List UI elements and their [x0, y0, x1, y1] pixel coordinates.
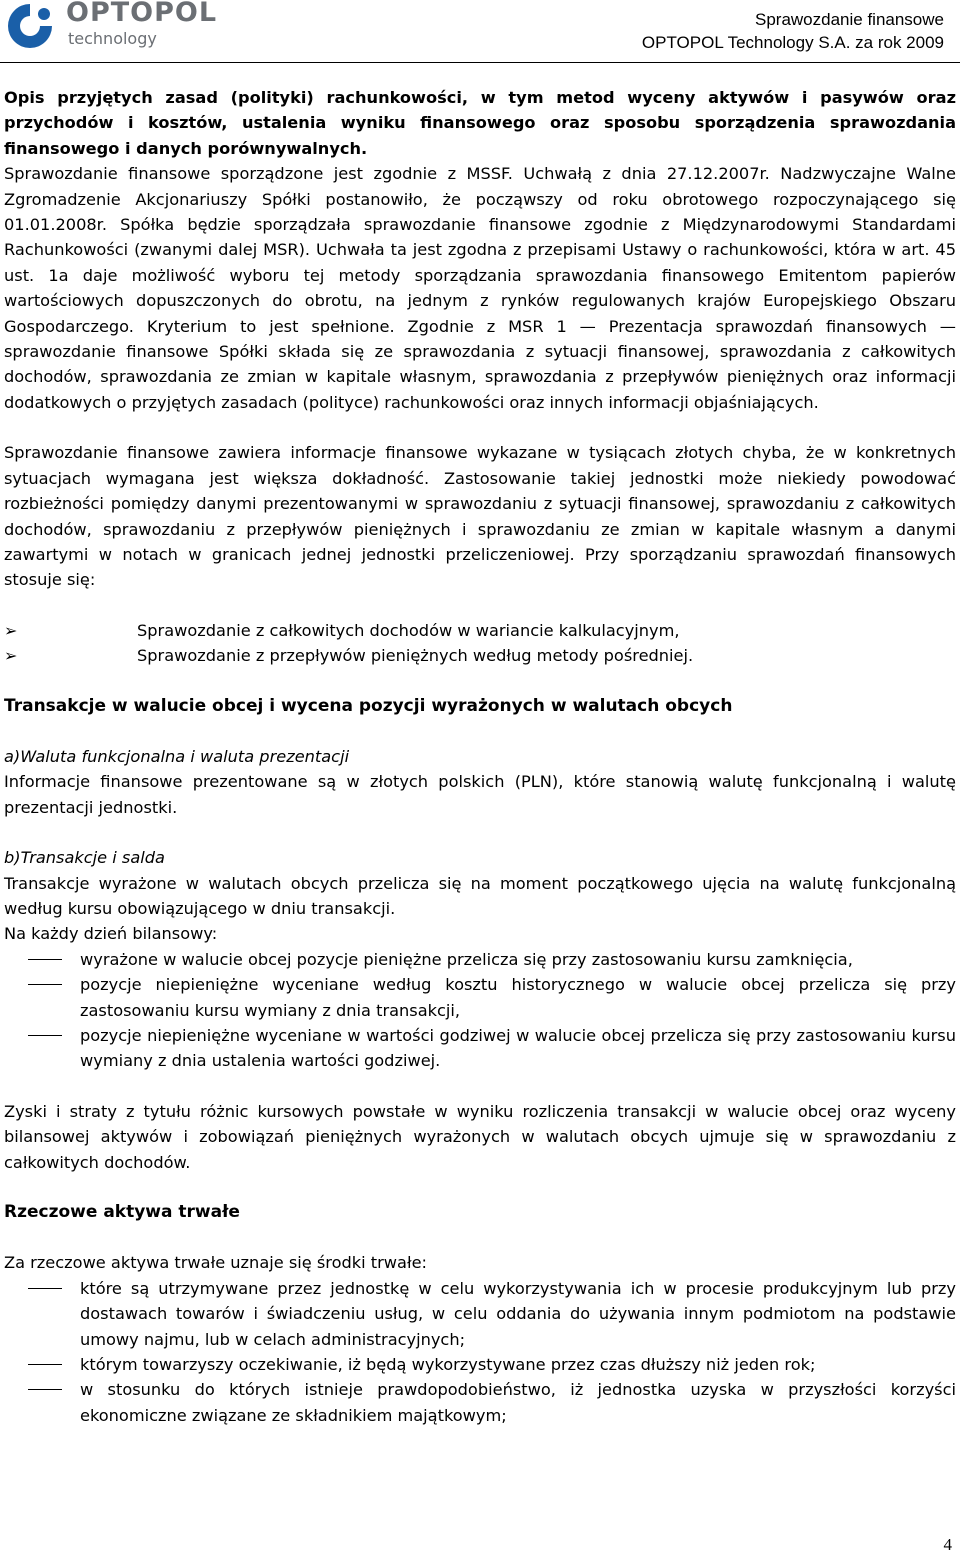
- company-logo: [4, 0, 244, 56]
- list-item: w stosunku do których istnieje prawdopodobieństwo, iż jednostka uzyska w przyszłości korzyści ekonomiczne związane ze składnikiem majątkowym;: [4, 1377, 956, 1428]
- list-item: ➢ Sprawozdanie z całkowitych dochodów w wariancie kalkulacyjnym,: [4, 618, 956, 643]
- list-item: które są utrzymywane przez jednostkę w celu wykorzystywania ich w procesie produkcyjnym lub przy dostawach towarów i świadczeniu usług, w celu oddania do używania innym podmiotom na podstawie umowy najmu, lub w celach administracyjnych;: [4, 1276, 956, 1352]
- document-title-line2: OPTOPOL Technology S.A. za rok 2009: [641, 33, 944, 52]
- arrow-bullet-icon: ➢: [4, 620, 18, 640]
- dash-bullet: [28, 1389, 62, 1390]
- dash-bullet: [28, 1364, 62, 1365]
- page-number: 4: [943, 1535, 952, 1554]
- list-item: którym towarzyszy oczekiwanie, iż będą wykorzystywane przez czas dłuższy niż jeden rok;: [4, 1352, 956, 1377]
- logo-subtitle: technology: [68, 29, 157, 48]
- heading-foreign-currency: Transakcje w walucie obcej i wycena pozycji wyrażonych w walutach obcych: [4, 695, 733, 716]
- list-item: pozycje niepieniężne wyceniane według kosztu historycznego w walucie obcej przelicza się przy zastosowaniu kursu wymiany z dnia transakcji,: [4, 972, 956, 1023]
- dash-bullet: [28, 1035, 62, 1036]
- list-item: wyrażone w walucie obcej pozycje pieniężne przelicza się przy zastosowaniu kursu zamknięcia,: [4, 947, 956, 972]
- paragraph-functional-currency: Informacje finansowe prezentowane są w złotych polskich (PLN), które stanowią walutę funkcjonalną i walutę prezentacji jednostki.: [4, 772, 956, 817]
- subheading-transactions: b)Transakcje i salda: [4, 848, 165, 868]
- list-item: pozycje niepieniężne wyceniane w wartości godziwej w walucie obcej przelicza się przy zastosowaniu kursu wymiany z dnia ustalenia wartości godziwej.: [4, 1023, 956, 1074]
- header-divider: [0, 62, 960, 63]
- subheading-functional-currency: a)Waluta funkcjonalna i waluta prezentacji: [4, 746, 350, 766]
- paragraph-transactions: Transakcje wyrażone w walutach obcych przelicza się na moment początkowego ujęcia na walutę funkcjonalną według kursu obowiązującego w dniu transakcji.: [4, 873, 956, 918]
- document-body: [4, 85, 956, 1428]
- paragraph-exchange-differences: Zyski i straty z tytułu różnic kursowych powstałe w wyniku rozliczenia transakcji w walucie obcej oraz wyceny bilansowej aktywów i zobowiązań pieniężnych wyrażonych w walutach obcych ujmuje się w sprawozdaniu z całkowitych dochodów.: [4, 1101, 956, 1172]
- dash-bullet: [28, 959, 62, 960]
- logo-wordmark: OPTOPOL: [66, 0, 218, 28]
- statements-list: [4, 618, 956, 669]
- document-title: [524, 8, 944, 54]
- paragraph-fixed-assets-intro: Za rzeczowe aktywa trwałe uznaje się środki trwałe:: [4, 1253, 427, 1273]
- document-title-line1: Sprawozdanie finansowe: [754, 10, 944, 29]
- paragraph-units: Sprawozdanie finansowe zawiera informacje finansowe wykazane w tysiącach złotych chyba, że w konkretnych sytuacjach wymagana jest większa dokładność. Zastosowanie takiej jednostki może niekiedy powodować rozbieżności pomiędzy danymi prezentowanymi w sprawozdaniu z sytuacji finansowej, sprawozdaniu z całkowitych dochodów, sprawozdaniu z przepływów pieniężnych i sprawozdaniu ze zmian w kapitale własnym a danymi zawartymi w notach w granicach jednej jednostki przeliczeniowej. Przy sporządzaniu sprawozdań finansowych stosuje się:: [4, 443, 956, 590]
- fixed-assets-list: [4, 1276, 956, 1428]
- paragraph-ifrs: Sprawozdanie finansowe sporządzone jest zgodnie z MSSF. Uchwałą z dnia 27.12.2007r. Nadzwyczajne Walne Zgromadzenie Akcjonariuszy Spółki postanowiło, że począwszy od roku obrotowego rozpoczynającego się 01.01.2008r. Spółka będzie sporządzała sprawozdanie finansowe zgodnie z Międzynarodowymi Standardami Rachunkowości (zwanymi dalej MSR). Uchwała ta jest zgodna z przepisami Ustawy o rachunkowości, która w art. 45 ust. 1a daje możliwość wyboru tej metody sporządzania sprawozdania finansowego Emitentom papierów wartościowych dopuszczonych do obrotu, na jednym z rynków regulowanych krajów Europejskiego Obszaru Gospodarczego. Kryterium to jest spełnione. Zgodnie z MSR 1 — Prezentacja sprawozdań finansowych — sprawozdanie finansowe Spółki składa się ze sprawozdania z sytuacji finansowej, sprawozdania z całkowitych dochodów, sprawozdania ze zmian w kapitale własnym, sprawozdania z przepływów pieniężnych oraz informacji dodatkowych o przyjętych zasadach (polityce) rachunkowości oraz innych informacji objaśniających.: [4, 164, 956, 412]
- dash-bullet: [28, 984, 62, 985]
- heading-fixed-assets: Rzeczowe aktywa trwałe: [4, 1202, 240, 1223]
- arrow-bullet-icon: ➢: [4, 646, 18, 666]
- paragraph-balance-day: Na każdy dzień bilansowy:: [4, 924, 218, 944]
- optopol-logo-icon: [4, 0, 62, 52]
- section-title: Opis przyjętych zasad (polityki) rachunkowości, w tym metod wyceny aktywów i pasywów oraz przychodów i kosztów, ustalenia wyniku finansowego oraz sposobu sporządzenia sprawozdania finansowego i danych porównywalnych.: [4, 88, 956, 158]
- page-header: [0, 0, 960, 64]
- dash-bullet: [28, 1288, 62, 1289]
- list-item: ➢ Sprawozdanie z przepływów pieniężnych według metody pośredniej.: [4, 643, 956, 668]
- balance-day-list: [4, 947, 956, 1074]
